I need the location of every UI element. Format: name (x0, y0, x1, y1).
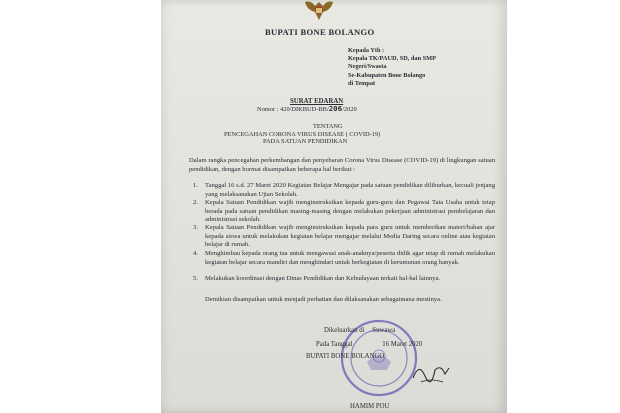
issued-at-label: Dikeluarkan di (324, 327, 365, 334)
garuda-emblem-icon (301, 0, 337, 22)
item-text: Melakukan koordinasi dengan Dinas Pendidikan dan Kebudayaan terkait hal-hal lainnya. (205, 275, 441, 282)
handwritten-signature-icon (411, 360, 451, 386)
date-value: 16 Maret 2020 (382, 341, 423, 348)
doc-number (257, 104, 357, 113)
item-text: Tanggal 16 s.d. 27 Maret 2020 Kegiatan Belajar Mengajar pada satuan pendidikan diliburkan, kecuali jenjang yang melaksanakan Ujian Sekolah. (205, 182, 495, 198)
about-label: TENTANG (313, 123, 343, 130)
doc-number-handwritten: 206 (328, 104, 343, 113)
about-line-1: PENCEGAHAN CORONA VIRUS DISEASE ( COVID-19) (224, 131, 381, 138)
addressee-line: Kepada Yth : (348, 47, 385, 54)
letter-office-heading: BUPATI BONE BOLANGO (265, 27, 375, 37)
addressee-line: di Tempat (348, 79, 376, 87)
addressee-block (348, 47, 436, 88)
doc-number-year: /2020 (342, 106, 357, 113)
item-number: 1. (193, 182, 198, 189)
item-number: 5. (193, 275, 198, 282)
item-number: 2. (193, 199, 198, 206)
about-line-2: PADA SATUAN PENDIDIKAN (263, 138, 348, 145)
signatory-name: HAMIM POU (350, 403, 390, 410)
issued-at-row (324, 327, 395, 334)
signatory-title: BUPATI BONE BOLANGO (306, 353, 385, 360)
item-text: Kepala Satuan Pendidikan wajib menginstruksikan kepada guru-guru dan Pegawai Tata Usaha untuk tetap berada pada satuan pendidikan masing-masing dengan melakukan pekerjaan administrasi pembelajaran dan administrasi sekolah. (205, 199, 495, 224)
closing-paragraph: Demikian disampaikan untuk menjadi perhatian dan dilaksanakan sebagaimana mestinya. (205, 296, 442, 303)
item-number: 3. (193, 224, 198, 231)
addressee-line: Kepala TK/PAUD, SD, dan SMP (348, 55, 436, 63)
letter-paper (161, 0, 507, 413)
addressee-line: Se-Kabupaten Bone Bolango (348, 71, 426, 79)
intro-paragraph: Dalam rangka pencegahan perkembangan dan penyebaran Corona Virus Disease (COVID-19) di lingkungan satuan pendidikan, dengan hormat disampaikan beberapa hal berikut : (189, 157, 495, 173)
addressee-line: Negeri/Swasta (348, 63, 387, 71)
item-text: Menghimbau kepada orang tua untuk mengawasi anak-anaknya/peserta didik agar tetap di rumah melakukan kegiatan belajar secara mandiri dan menghindari untuk berkegiatan di kerumunan orang banyak. (205, 250, 495, 266)
item-number: 4. (193, 250, 198, 257)
date-label: Pada Tanggal (316, 341, 353, 348)
doc-number-prefix: Nomor : 420/DIKBUD-BB/ (257, 106, 329, 113)
date-row (316, 341, 422, 348)
issued-at-value: Suwawa (372, 327, 396, 334)
item-text: Kepala Satuan Pendidikan wajib menginstruksikan kepada para guru untuk memberikan materi/bahan ajar kepada siswa untuk melakukan kegiatan belajar mengajar melalui Media Daring secara online atau kegiatan belajar di rumah. (205, 224, 495, 249)
doc-type-title: SURAT EDARAN (290, 98, 344, 105)
